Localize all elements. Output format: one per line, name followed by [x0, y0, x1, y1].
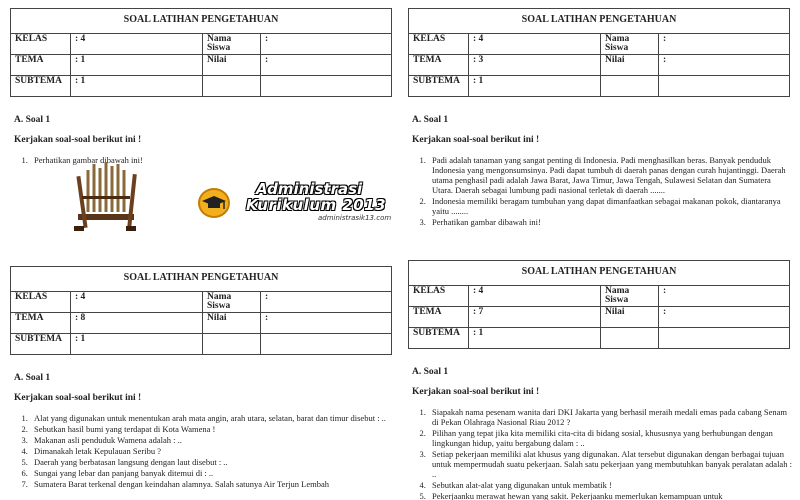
nilai-label: Nilai [203, 313, 261, 333]
subtema-label: SUBTEMA [409, 328, 469, 348]
question-item: 4. Dimanakah letak Kepulauan Seribu ? [30, 446, 392, 456]
question-item: 1. Perhatikan gambar dibawah ini! [30, 155, 392, 165]
kelas-label: KELAS [11, 292, 71, 312]
question-item: 3. Setiap pekerjaan memiliki alat khusus yang digunakan. Alat tersebut digunakan dengan berbagai tujuan untuk mempermudah suatu pekerjaan. Salah satu pekerjaan yang membutuhkan banyak peralatan adalah : .. [428, 449, 792, 479]
graduation-cap-icon [198, 188, 230, 218]
nama-siswa-label: Nama Siswa [203, 292, 261, 312]
section-heading: A. Soal 1 [412, 367, 449, 377]
worksheet-header-table [10, 266, 392, 355]
worksheet-title: SOAL LATIHAN PENGETAHUAN [11, 9, 391, 34]
instruction-text: Kerjakan soal-soal berikut ini ! [14, 393, 142, 403]
angklung-instrument-image [70, 156, 140, 232]
tema-label: TEMA [11, 313, 71, 333]
subtema-label: SUBTEMA [409, 76, 469, 96]
question-item: 2. Sebutkan hasil bumi yang terdapat di Kota Wamena ! [30, 424, 392, 434]
nilai-value: : [265, 313, 269, 323]
nilai-value: : [265, 55, 269, 65]
worksheet-header-table [408, 8, 790, 97]
watermark-url: administrasik13.com [318, 214, 392, 222]
nilai-label: Nilai [203, 55, 261, 75]
kelas-value: : 4 [71, 292, 203, 312]
question-list [408, 155, 792, 227]
question-item: 7. Sumatera Barat terkenal dengan keindahan alamnya. Salah satunya Air Terjun Lembah [30, 479, 392, 489]
subtema-label: SUBTEMA [11, 76, 71, 96]
nilai-value: : [663, 55, 667, 65]
kelas-label: KELAS [409, 286, 469, 306]
question-item: 4. Sebutkan alat-alat yang digunakan untuk membatik ! [428, 480, 792, 490]
worksheet-panel-tema-7 [408, 260, 792, 500]
instruction-text: Kerjakan soal-soal berikut ini ! [412, 135, 540, 145]
nama-siswa-label: Nama Siswa [203, 34, 261, 54]
tema-value: : 7 [469, 307, 601, 327]
question-item: 2. Pilihan yang tepat jika kita memiliki cita-cita di bidang sosial, khususnya yang berhubungan dengan lingkungan hidup, yaitu bergabung dalam : .. [428, 428, 792, 448]
subtema-value: : 1 [71, 334, 203, 354]
tema-label: TEMA [409, 307, 469, 327]
question-list [10, 413, 392, 489]
kelas-value: : 4 [469, 286, 601, 306]
watermark-title-line1: Administrasi [256, 180, 363, 198]
nama-siswa-label: Nama Siswa [601, 286, 659, 306]
nama-siswa-value: : [663, 286, 667, 296]
question-item: 1. Alat yang digunakan untuk menentukan arah mata angin, arah utara, selatan, barat dan timur disebut : .. [30, 413, 392, 423]
question-item: 1. Siapakah nama pesenam wanita dari DKI Jakarta yang berhasil meraih medali emas pada cabang Senam di Pekan Olahraga Nasional Riau 2012 ? [428, 407, 792, 427]
kelas-label: KELAS [409, 34, 469, 54]
tema-value: : 8 [71, 313, 203, 333]
watermark-logo [188, 180, 408, 230]
tema-label: TEMA [11, 55, 71, 75]
nama-siswa-value: : [663, 34, 667, 44]
question-item: 1. Padi adalah tanaman yang sangat penting di Indonesia. Padi menghasilkan beras. Banyak penduduk Indonesia yang mengonsumsinya. Padi dapat tumbuh di daerah panas dengan curah hujantinggi. Daerah utama penghasil padi adalah Jawa Barat, Jawa Timur, Jawa Tengah, Sulawesi Selatan dan Sumatera Utara. Daerah sebagai lumbung padi nasional terletak di daerah ....... [428, 155, 792, 195]
subtema-label: SUBTEMA [11, 334, 71, 354]
nilai-label: Nilai [601, 55, 659, 75]
question-item: 5. Daerah yang berbatasan langsung dengan laut disebut : .. [30, 457, 392, 467]
subtema-value: : 1 [469, 76, 601, 96]
question-list [10, 155, 392, 165]
subtema-value: : 1 [71, 76, 203, 96]
section-heading: A. Soal 1 [14, 115, 51, 125]
section-heading: A. Soal 1 [412, 115, 449, 125]
watermark-title-line2: Kurikulum 2013 [246, 196, 387, 214]
worksheet-header-table [408, 260, 790, 349]
instruction-text: Kerjakan soal-soal berikut ini ! [412, 387, 540, 397]
worksheet-panel-tema-3 [408, 8, 792, 253]
instruction-text: Kerjakan soal-soal berikut ini ! [14, 135, 142, 145]
tema-value: : 1 [71, 55, 203, 75]
tema-value: : 3 [469, 55, 601, 75]
worksheet-title: SOAL LATIHAN PENGETAHUAN [409, 9, 789, 34]
kelas-value: : 4 [469, 34, 601, 54]
question-item: 6. Sungai yang lebar dan panjang banyak ditemui di : .. [30, 468, 392, 478]
nama-siswa-value: : [265, 34, 269, 44]
nilai-value: : [663, 307, 667, 317]
worksheet-header-table [10, 8, 392, 97]
worksheet-title: SOAL LATIHAN PENGETAHUAN [409, 261, 789, 286]
worksheet-panel-tema-8 [10, 266, 392, 500]
question-item: 2. Indonesia memiliki beragam tumbuhan yang dapat dimanfaatkan sebagai makanan pokok, diantaranya yaitu ........ [428, 196, 792, 216]
question-item: 3. Perhatikan gambar dibawah ini! [428, 217, 792, 227]
subtema-value: : 1 [469, 328, 601, 348]
tema-label: TEMA [409, 55, 469, 75]
worksheet-title: SOAL LATIHAN PENGETAHUAN [11, 267, 391, 292]
kelas-label: KELAS [11, 34, 71, 54]
question-list [408, 407, 792, 500]
kelas-value: : 4 [71, 34, 203, 54]
nilai-label: Nilai [601, 307, 659, 327]
question-item: 5. Pekerjaanku merawat hewan yang sakit. Pekerjaanku memerlukan kemampuan untuk [428, 491, 792, 500]
nama-siswa-label: Nama Siswa [601, 34, 659, 54]
question-item: 3. Makanan asli penduduk Wamena adalah : .. [30, 435, 392, 445]
section-heading: A. Soal 1 [14, 373, 51, 383]
nama-siswa-value: : [265, 292, 269, 302]
